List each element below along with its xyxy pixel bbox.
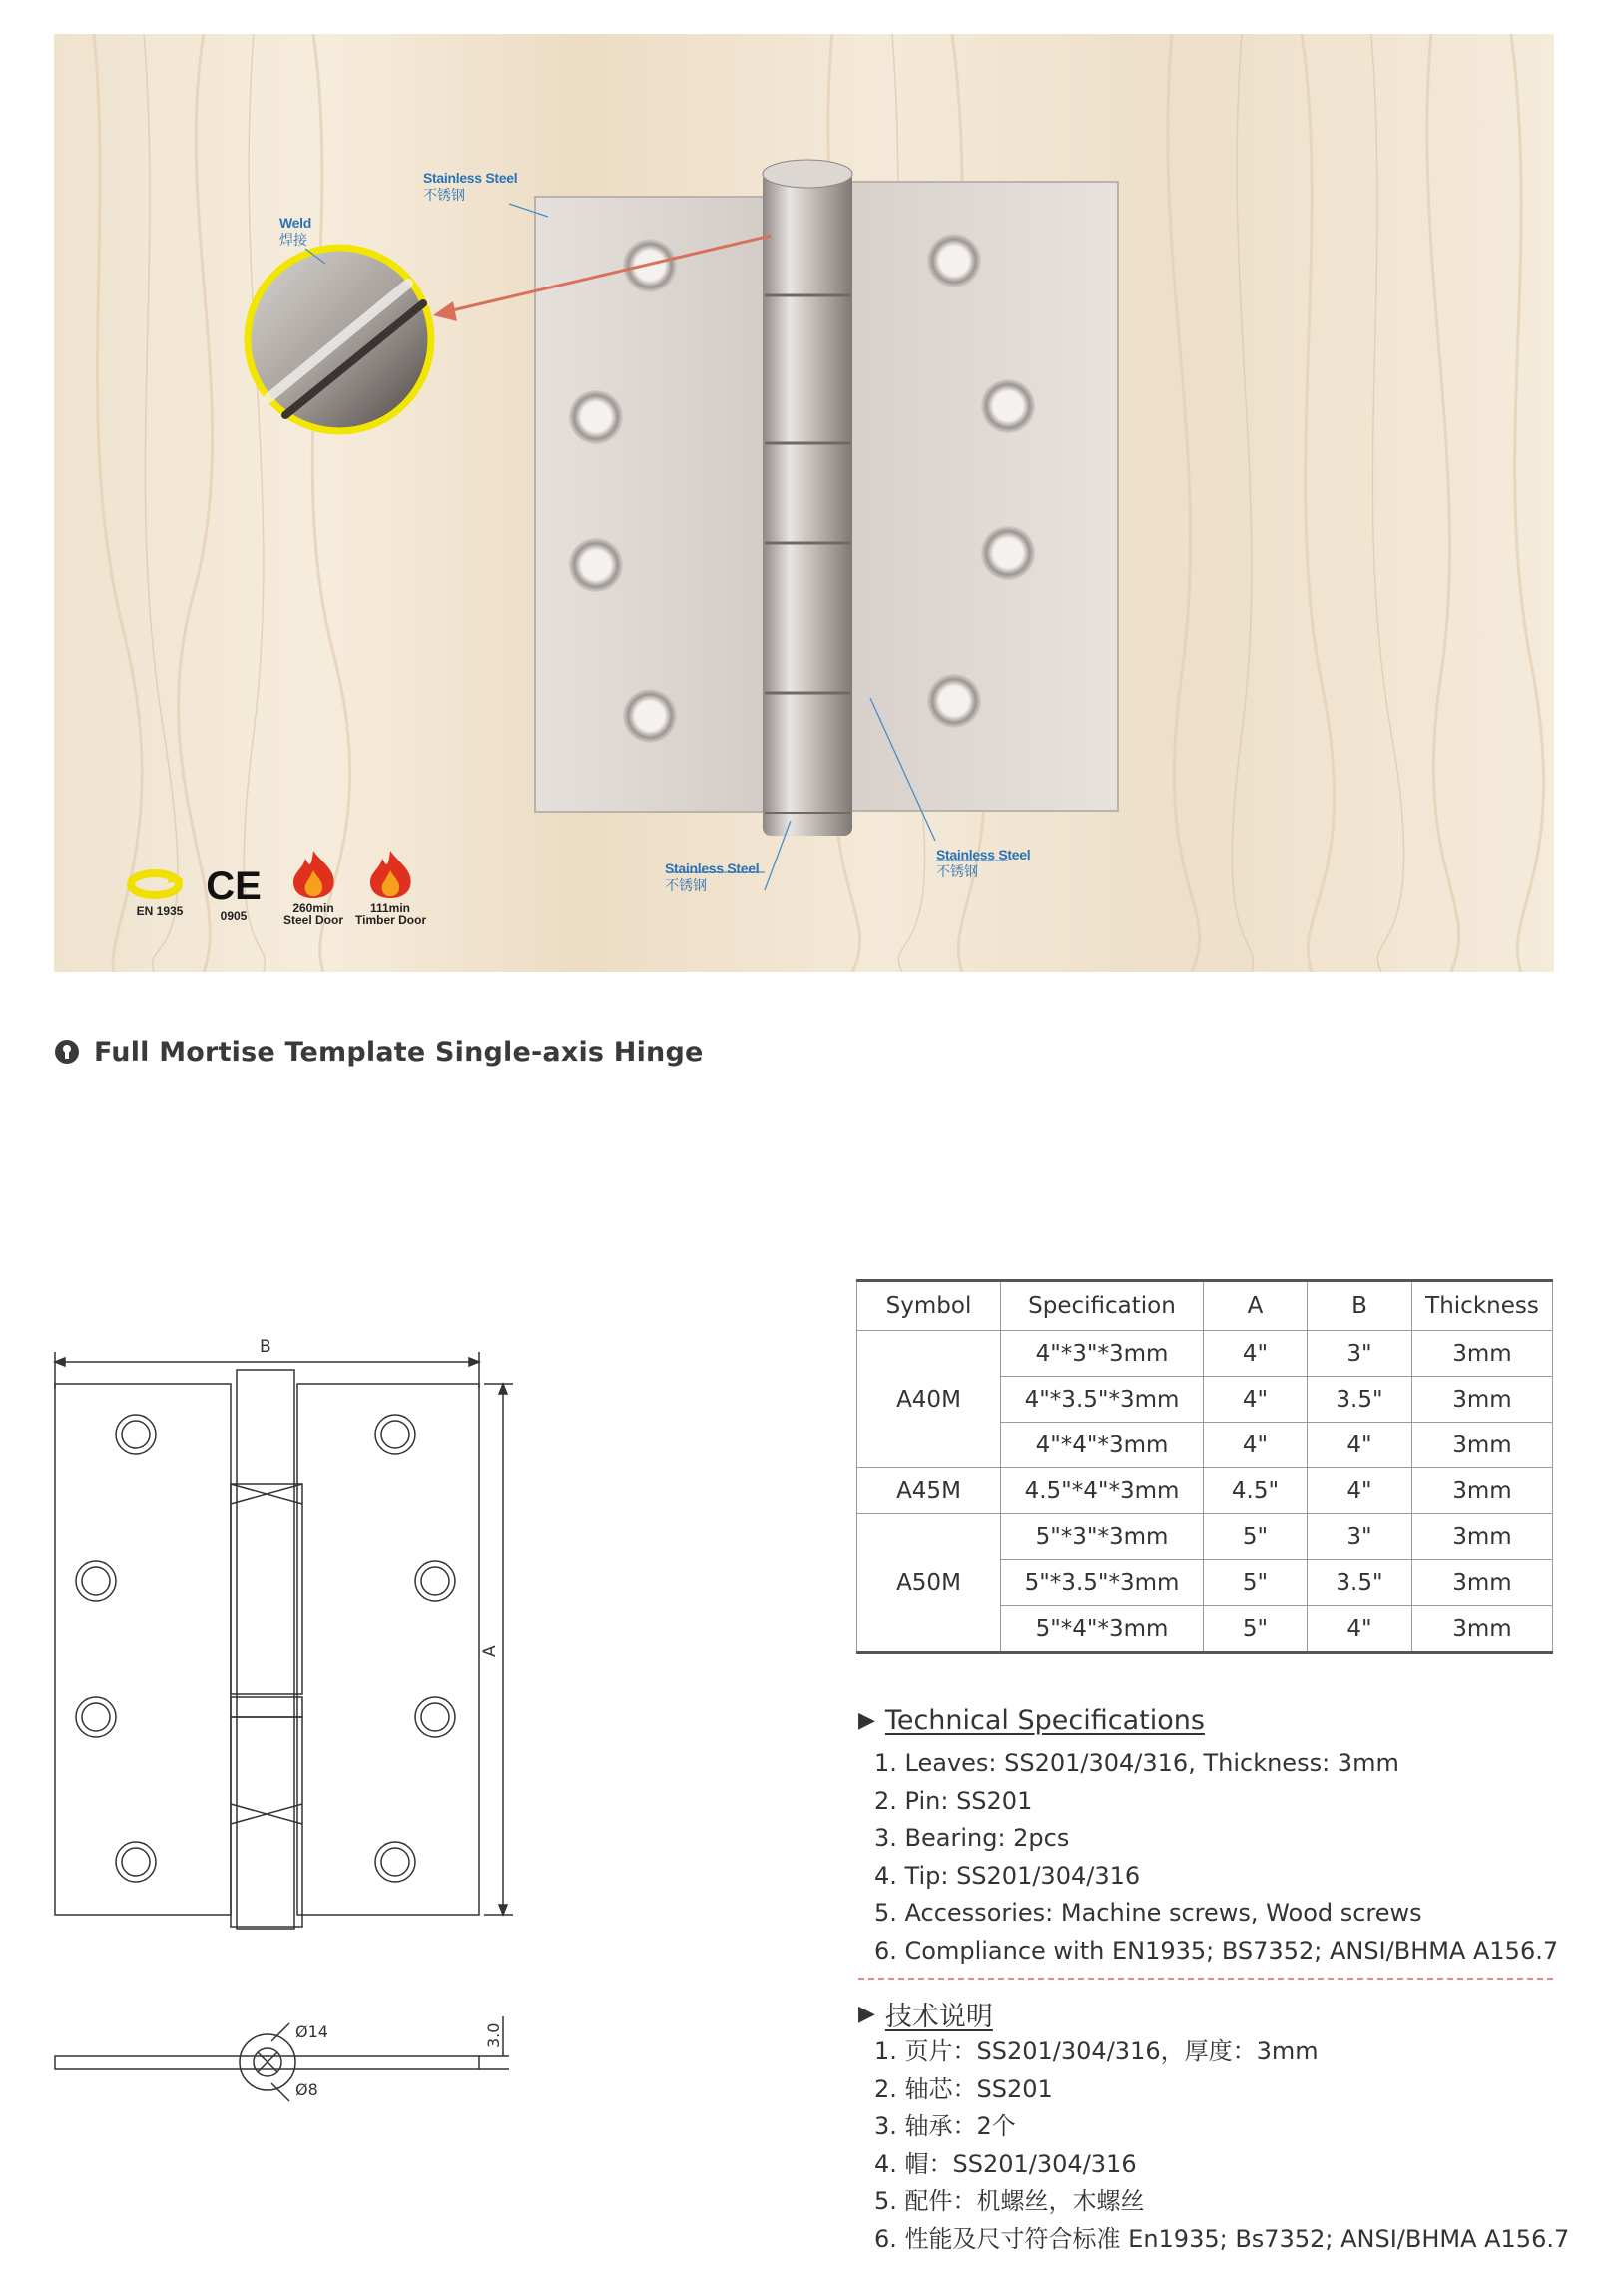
list-item: 4. Tip: SS201/304/316 bbox=[874, 1861, 1141, 1890]
dim-label-outer-diameter: Ø14 bbox=[295, 2022, 328, 2041]
list-item: 3. 轴承：2个 bbox=[874, 2112, 1016, 2140]
svg-text:CE: CE bbox=[206, 864, 262, 906]
b-cell: 3" bbox=[1308, 1514, 1412, 1560]
dim-label-inner-diameter: Ø8 bbox=[295, 2080, 318, 2099]
col-header-a: A bbox=[1204, 1281, 1308, 1331]
dim-label-thickness: 3.0 bbox=[484, 2022, 503, 2048]
b-cell: 3.5" bbox=[1308, 1377, 1412, 1423]
a-cell: 4" bbox=[1204, 1423, 1308, 1468]
cert-260min: 260min Steel Door bbox=[281, 849, 345, 926]
thickness-cell: 3mm bbox=[1412, 1606, 1553, 1653]
cert-en1935: EN 1935 bbox=[124, 867, 196, 917]
flame-icon bbox=[281, 849, 345, 898]
b-cell: 4" bbox=[1308, 1468, 1412, 1514]
table-row bbox=[857, 1514, 1553, 1560]
a-cell: 5" bbox=[1204, 1514, 1308, 1560]
col-header-symbol: Symbol bbox=[857, 1281, 1001, 1331]
tech-specs-en-heading: ▶ Technical Specifications bbox=[858, 1705, 1205, 1736]
thickness-cell: 3mm bbox=[1412, 1468, 1553, 1514]
spec-cell: 5"*4"*3mm bbox=[1001, 1606, 1204, 1653]
dim-label-a: A bbox=[480, 1645, 500, 1657]
list-item: 3. Bearing: 2pcs bbox=[874, 1824, 1070, 1852]
dashed-divider bbox=[858, 1978, 1553, 1980]
flame-icon bbox=[355, 849, 425, 898]
callout-stainless-top: Stainless Steel 不锈钢 bbox=[423, 170, 518, 203]
list-item: 4. 帽：SS201/304/316 bbox=[874, 2149, 1137, 2178]
b-cell: 4" bbox=[1308, 1423, 1412, 1468]
symbol-cell: A40M bbox=[857, 1331, 1001, 1468]
cert-ce: CE 0905 bbox=[206, 864, 262, 923]
table-row bbox=[857, 1468, 1553, 1514]
callout-stainless-bottom-left: Stainless Steel 不锈钢 bbox=[665, 861, 760, 893]
thickness-cell: 3mm bbox=[1412, 1423, 1553, 1468]
a-cell: 4" bbox=[1204, 1377, 1308, 1423]
b-cell: 4" bbox=[1308, 1606, 1412, 1653]
spec-cell: 5"*3.5"*3mm bbox=[1001, 1560, 1204, 1606]
table-header-row bbox=[857, 1281, 1553, 1331]
cert-111min: 111min Timber Door bbox=[355, 849, 425, 926]
spec-table bbox=[856, 1279, 1553, 1654]
b-cell: 3" bbox=[1308, 1331, 1412, 1377]
list-item: 1. Leaves: SS201/304/316, Thickness: 3mm bbox=[874, 1749, 1399, 1777]
title-row bbox=[54, 1032, 704, 1072]
technical-drawing bbox=[40, 1318, 539, 2116]
spec-cell: 5"*3"*3mm bbox=[1001, 1514, 1204, 1560]
list-item: 5. Accessories: Machine screws, Wood screws bbox=[874, 1899, 1422, 1927]
triangle-bullet-icon: ▶ bbox=[858, 1708, 875, 1733]
a-cell: 4.5" bbox=[1204, 1468, 1308, 1514]
col-header-thickness: Thickness bbox=[1412, 1281, 1553, 1331]
spec-cell: 4.5"*4"*3mm bbox=[1001, 1468, 1204, 1514]
a-cell: 4" bbox=[1204, 1331, 1308, 1377]
symbol-cell: A50M bbox=[857, 1514, 1001, 1653]
product-photo bbox=[54, 34, 1554, 972]
a-cell: 5" bbox=[1204, 1606, 1308, 1653]
b-cell: 3.5" bbox=[1308, 1560, 1412, 1606]
recycle-arrow-icon bbox=[124, 867, 186, 901]
spec-cell: 4"*3"*3mm bbox=[1001, 1331, 1204, 1377]
tech-specs-zh-heading: ▶ 技术说明 bbox=[858, 2002, 993, 2032]
ce-mark-icon bbox=[206, 862, 262, 906]
spec-cell: 4"*3.5"*3mm bbox=[1001, 1377, 1204, 1423]
triangle-bullet-icon: ▶ bbox=[858, 2002, 875, 2026]
table-row bbox=[857, 1331, 1553, 1377]
tech-specs-en-list bbox=[874, 1745, 1558, 1970]
hinge-photo bbox=[54, 34, 1554, 972]
list-item: 2. 轴芯：SS201 bbox=[874, 2074, 1053, 2103]
col-header-specification: Specification bbox=[1001, 1281, 1204, 1331]
a-cell: 5" bbox=[1204, 1560, 1308, 1606]
lock-bullet-icon bbox=[54, 1039, 80, 1065]
callout-stainless-bottom-right: Stainless Steel 不锈钢 bbox=[936, 847, 1031, 879]
list-item: 6. 性能及尺寸符合标准 En1935; Bs7352; ANSI/BHMA A156.7 bbox=[874, 2224, 1570, 2253]
symbol-cell: A45M bbox=[857, 1468, 1001, 1514]
page-title: Full Mortise Template Single-axis Hinge bbox=[94, 1036, 704, 1068]
thickness-cell: 3mm bbox=[1412, 1377, 1553, 1423]
list-item: 2. Pin: SS201 bbox=[874, 1786, 1033, 1815]
dim-label-b: B bbox=[260, 1337, 271, 1357]
list-item: 1. 页片：SS201/304/316，厚度：3mm bbox=[874, 2037, 1319, 2065]
callout-weld: Weld 焊接 bbox=[279, 215, 311, 248]
list-item: 6. Compliance with EN1935; BS7352; ANSI/BHMA A156.7 bbox=[874, 1936, 1559, 1965]
list-item: 5. 配件：机螺丝，木螺丝 bbox=[874, 2187, 1145, 2215]
thickness-cell: 3mm bbox=[1412, 1514, 1553, 1560]
thickness-cell: 3mm bbox=[1412, 1560, 1553, 1606]
spec-cell: 4"*4"*3mm bbox=[1001, 1423, 1204, 1468]
thickness-cell: 3mm bbox=[1412, 1331, 1553, 1377]
tech-specs-zh-list bbox=[874, 2033, 1569, 2258]
col-header-b: B bbox=[1308, 1281, 1412, 1331]
